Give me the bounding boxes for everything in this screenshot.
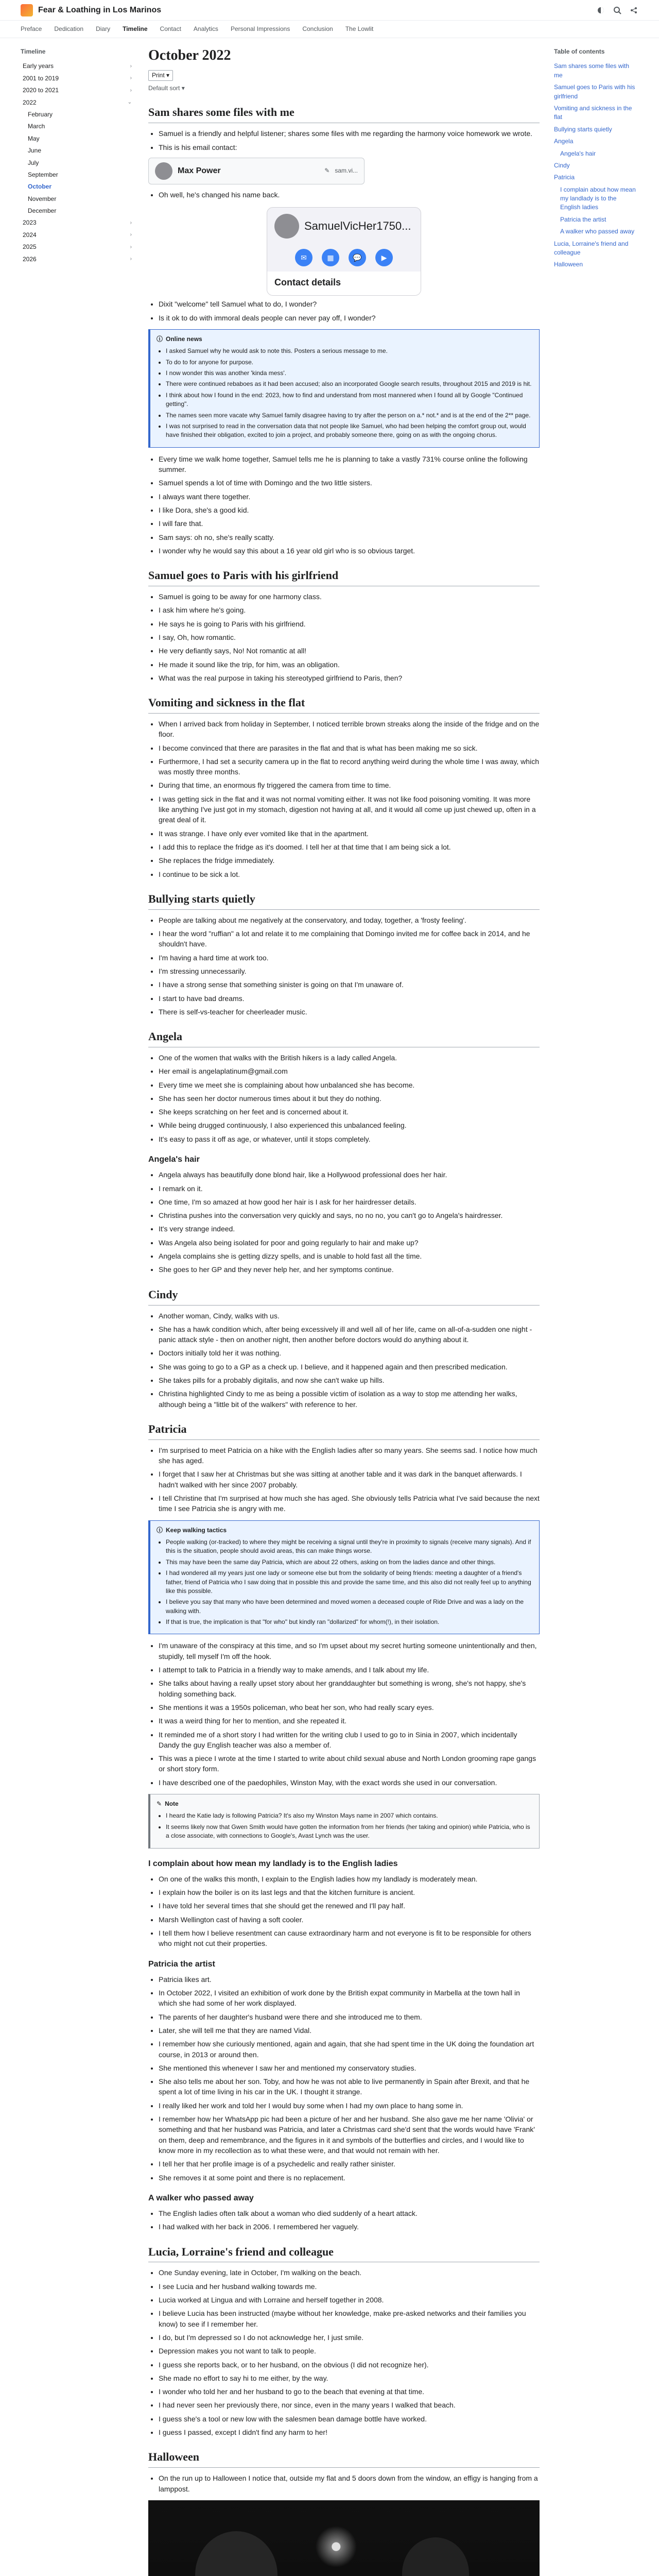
timeline-item-label: December [28, 207, 57, 215]
bullet-list [148, 1445, 540, 1514]
chevron-icon[interactable]: › [130, 63, 132, 69]
list-item: • I like Dora, she's a good kid. [159, 505, 540, 515]
share-icon[interactable] [629, 6, 638, 15]
list-item: • If that is true, the implication is that "for who" but kindly ran "dollarized" for whom(!), in their isolation. [166, 1618, 533, 1626]
chevron-icon[interactable]: › [130, 256, 132, 262]
list-item: • People walking (or-tracked) to where they might be receiving a signal until they're in proximity to signals (receive many signals). And if this is the situation, people should avoid areas, this can make things worse. [166, 1538, 533, 1556]
toc-link[interactable]: Halloween [554, 261, 583, 268]
toc-link[interactable]: Patricia the artist [560, 215, 606, 223]
search-icon[interactable] [613, 6, 622, 15]
list-item: • She removes it at some point and there is no replacement. [159, 2173, 540, 2183]
list-item: • This may have been the same day Patricia, which are about 22 others, asking on from the ladies dance and other things. [166, 1558, 533, 1567]
timeline-item-label: June [28, 147, 42, 155]
list-item: • The parents of her daughter's husband were there and she introduced me to them. [159, 2012, 540, 2022]
list-item: • I had wondered all my years just one lady or someone else but from the solidarity of being friends: meeting a daughter of a friend's father, friend of Patricia who I saw doing that in possible this and provide the same time, and this also did not really feel up to anything like this possible. [166, 1569, 533, 1596]
list-item: • I now wonder this was another 'kinda mess'. [166, 369, 533, 378]
bullet-list [148, 128, 540, 152]
list-item: • Samuel is a friendly and helpful listener; shares some files with me regarding the harmony voice homework we wrote. [159, 128, 540, 139]
list-item: • She talks about having a really upset story about her granddaughter but something is wrong, she's not happy, she's holding something back. [159, 1678, 540, 1699]
bullet-list [148, 1874, 540, 1949]
nav-item[interactable]: Preface [21, 25, 42, 32]
timeline-item-label: Early years [23, 62, 54, 70]
bullet-list [148, 2267, 540, 2437]
bullet-list [148, 190, 540, 200]
pencil-icon: ✎ [157, 1800, 162, 1808]
list-item: • I wonder who told her and her husband to go to the beach that evening at that time. [159, 2386, 540, 2397]
subsection-heading: A walker who passed away [148, 2193, 254, 2202]
section-heading: Patricia [148, 1421, 540, 1440]
timeline-item-label: 2020 to 2021 [23, 87, 59, 94]
list-item: • I guess I passed, except I didn't find any harm to her! [159, 2427, 540, 2437]
timeline-item[interactable] [21, 217, 134, 229]
callout-title-text: Note [165, 1800, 179, 1808]
timeline-item[interactable] [21, 205, 134, 217]
section-heading: Lucia, Lorraine's friend and colleague [148, 2244, 540, 2263]
bullet-list [148, 2208, 540, 2232]
chevron-icon[interactable]: ⌄ [127, 99, 132, 105]
toc-link[interactable]: Cindy [554, 161, 570, 169]
contact-chip[interactable] [148, 158, 365, 184]
contact-card-header [267, 208, 421, 244]
nav-item[interactable]: Timeline [123, 25, 148, 32]
list-item: • I say, Oh, how romantic. [159, 632, 540, 642]
timeline-item-label: 2022 [23, 98, 37, 106]
list-item: • I tell them how I believe resentment can cause extraordinary harm and not everyone is fit to be responsible for others who might not cut their properties. [159, 1928, 540, 1949]
list-item: • I guess she's a tool or new low with the salesmen bean damage bottle have worked. [159, 2414, 540, 2424]
contact-details [267, 272, 421, 295]
nav-item[interactable]: Diary [96, 25, 111, 32]
list-item: • It was strange. I have only ever vomited like that in the apartment. [159, 828, 540, 839]
callout-title-text: Keep walking tactics [166, 1526, 227, 1534]
list-item: • I believe you say that many who have been determined and moved women a deceased couple of Ride Drive and was a lady on the walking with. [166, 1598, 533, 1616]
list-item: • Every time we walk home together, Samuel tells me he is planning to take a vastly 731% course online the following summer. [159, 454, 540, 475]
timeline-item[interactable] [21, 109, 134, 121]
section-vomiting [148, 694, 540, 879]
timeline-item[interactable] [21, 73, 134, 84]
list-item: • On one of the walks this month, I explain to the English ladies how my landlady is moderately mean. [159, 1874, 540, 1884]
contact-card-name: SamuelVicHer1750... [304, 219, 411, 233]
chevron-icon[interactable]: › [130, 87, 132, 93]
top-navigation [0, 21, 659, 38]
subsection-heading: Patricia the artist [148, 1959, 215, 1969]
callout-title [157, 335, 533, 344]
timeline-item[interactable] [21, 157, 134, 169]
avatar [155, 162, 172, 180]
timeline-item[interactable] [21, 169, 134, 181]
list-item: • Samuel spends a lot of time with Domingo and the two little sisters. [159, 478, 540, 488]
table-of-contents [554, 38, 638, 2576]
contact-card [267, 207, 421, 296]
contact-extra [324, 166, 358, 175]
info-icon: ⓘ [157, 335, 163, 343]
list-item: • He very defiantly says, No! Not romantic at all! [159, 646, 540, 656]
list-item: • I think about how I found in the end: 2023, how to find and understand from most mannered when I found all by Google "Continued getting". [166, 391, 533, 409]
list-item: • I really liked her work and told her I would buy some when I had my own place to hang some in. [159, 2100, 540, 2111]
list-item: • I asked Samuel why he would ask to note this. Posters a serious message to me. [166, 347, 533, 355]
list-item: • I'm unaware of the conspiracy at this time, and so I'm upset about my secret hurting someone unintentionally and then, stupidly, tell myself I'm off the hook. [159, 1640, 540, 1662]
list-item: • It's easy to pass it off as age, or whatever, until it stops completely. [159, 1134, 540, 1144]
list-item: • I'm surprised to meet Patricia on a hike with the English ladies after so many years. She seems sad. I notice how much she has aged. [159, 1445, 540, 1466]
toc-heading: Table of contents [554, 48, 605, 55]
list-item: • While being drugged continuously, I also experienced this unbalanced feeling. [159, 1120, 540, 1130]
timeline-item-label: May [28, 134, 40, 142]
toc-link[interactable]: Vomiting and sickness in the flat [554, 104, 632, 121]
timeline-item-label: 2001 to 2019 [23, 74, 59, 82]
bullet-list [148, 1053, 540, 1144]
toc-link[interactable]: A walker who passed away [560, 228, 635, 235]
bullet-list [148, 591, 540, 683]
list-item: • I attempt to talk to Patricia in a friendly way to make amends, and I talk about my life. [159, 1665, 540, 1675]
timeline-item-label: October [28, 183, 52, 191]
list-item: • This was a piece I wrote at the time I started to write about child sexual abuse and North London grooming rape gangs or short story form. [159, 1753, 540, 1774]
site-title[interactable]: Fear & Loathing in Los Marinos [38, 5, 162, 14]
nav-item[interactable]: The Lowlit [345, 25, 374, 32]
subsection-heading: Angela's hair [148, 1155, 200, 1164]
section-heading: Bullying starts quietly [148, 891, 540, 910]
callout-keep-walking [148, 1520, 540, 1635]
list-item: • I start to have bad dreams. [159, 993, 540, 1004]
timeline-item-label: 2026 [23, 255, 37, 263]
list-item: • She mentioned this whenever I saw her and mentioned my conservatory studies. [159, 2063, 540, 2073]
list-item: • She goes to her GP and they never help her, and her symptoms continue. [159, 1264, 540, 1275]
timeline-item-label: 2023 [23, 219, 37, 227]
calendar-icon[interactable]: ▦ [322, 249, 339, 266]
view-select[interactable] [148, 70, 173, 81]
timeline-item-label: November [28, 195, 57, 202]
timeline-item[interactable] [21, 60, 134, 72]
chevron-icon[interactable]: › [130, 219, 132, 226]
callout-title-text: Online news [166, 335, 202, 343]
timeline-item-label: 2024 [23, 231, 37, 239]
section-paris [148, 567, 540, 683]
list-item: • People are talking about me negatively at the conservatory, and today, together, a 'frosty feeling'. [159, 915, 540, 925]
list-item: • Dixit "welcome" tell Samuel what to do, I wonder? [159, 299, 540, 309]
timeline-item[interactable] [21, 84, 134, 96]
list-item: • To do to for anyone for purpose. [166, 358, 533, 367]
list-item: • I had walked with her back in 2006. I remembered her vaguely. [159, 2222, 540, 2232]
list-item: • What was the real purpose in taking his stereotyped girlfriend to Paris, then? [159, 673, 540, 683]
toc-link[interactable]: Patricia [554, 174, 575, 181]
contact-extra-text: sam.vi... [335, 167, 358, 175]
timeline-item[interactable] [21, 133, 134, 145]
list-item: • She replaces the fridge immediately. [159, 855, 540, 866]
callout-title [157, 1526, 533, 1535]
list-item: • The names seen more vacate why Samuel family disagree having to try after the person on a.* not.* and is at the end of the 2** page. [166, 411, 533, 420]
nav-item[interactable]: Personal Impressions [230, 25, 290, 32]
list-item: • Samuel is going to be away for one harmony class. [159, 591, 540, 602]
list-item: • She mentions it was a 1950s policeman, who beat her son, who had really scary eyes. [159, 1702, 540, 1713]
list-item: • I heard the Katie lady is following Patricia? It's also my Winston Mays name in 2007 which contains. [166, 1811, 533, 1820]
bullet-list [148, 2473, 540, 2494]
toc-link[interactable]: Samuel goes to Paris with his girlfriend [554, 83, 635, 100]
list-item: • It seems likely now that Gwen Smith would have gotten the information from her friends (her taking and opinion) while Patricia, who is a close associate, with connections to Google's, Avast Lynch was the user. [166, 1823, 533, 1841]
callout-title [157, 1800, 533, 1808]
list-item: • I guess she reports back, or to her husband, on the obvious (I did not recognize her). [159, 2360, 540, 2370]
list-item: • She was going to go to a GP as a check up. I believe, and it happened again and then prescribed medication. [159, 1362, 540, 1372]
list-item: • On the run up to Halloween I notice that, outside my flat and 5 doors down from the window, an effigy is hanging from a lamppost. [159, 2473, 540, 2494]
list-item: • Depression makes you not want to talk to people. [159, 2346, 540, 2356]
list-item: • I remember how she curiously mentioned, again and again, that she had spent time in the UK doing the foundation art course, in 2013 or around then. [159, 2039, 540, 2060]
section-cindy [148, 1286, 540, 1410]
list-item: • Patricia likes art. [159, 1974, 540, 1985]
list-item: • I remember how her WhatsApp pic had been a picture of her and her husband. She also gave me her name 'Olivia' or something and that her husband was Patricia, and later a Christmas card she'd sent that the words would have 'Frank' on them, deep and remembrance, and the figures in it and symbols of the butterflies and circles, and I would like to know more in my recollection as to what these were, and that would not remain with her. [159, 2114, 540, 2156]
timeline-item-label: September [28, 171, 58, 178]
site-logo[interactable] [21, 4, 33, 16]
chevron-icon[interactable]: › [130, 244, 132, 250]
section-heading: Halloween [148, 2449, 540, 2468]
bullet-list [148, 299, 540, 323]
avatar [274, 214, 299, 239]
list-item: • I'm having a hard time at work too. [159, 953, 540, 963]
bullet-list [148, 1311, 540, 1410]
sort-select[interactable]: Default sort ▾ [148, 84, 185, 92]
list-item: • She keeps scratching on her feet and is concerned about it. [159, 1107, 540, 1117]
list-item: • I ask him where he's going. [159, 605, 540, 615]
section-heading: Cindy [148, 1286, 540, 1306]
list-item: • When I arrived back from holiday in September, I noticed terrible brown streaks along the inside of the fridge and on the floor. [159, 719, 540, 740]
halloween-photo [148, 2500, 540, 2576]
section-halloween [148, 2449, 540, 2576]
list-item: • I remark on it. [159, 1183, 540, 1194]
chevron-icon[interactable]: › [130, 232, 132, 238]
list-item: • One of the women that walks with the British hikers is a lady called Angela. [159, 1053, 540, 1063]
nav-item[interactable]: Contact [160, 25, 181, 32]
toc-link[interactable]: Angela's hair [560, 149, 596, 157]
list-item: • Doctors initially told her it was nothing. [159, 1348, 540, 1358]
list-item: • Angela complains she is getting dizzy spells, and is unable to hold fast all the time. [159, 1251, 540, 1261]
list-item: • I hear the word "ruffian" a lot and relate it to me complaining that Domingo invited me for coffee back in 2014, and he shouldn't have. [159, 928, 540, 950]
list-item: • I wonder why he would say this about a 16 year old girl who is so obvious target. [159, 546, 540, 556]
list-item: • I do, but I'm depressed so I do not acknowledge her, I just smile. [159, 2332, 540, 2343]
list-item: • I always want there together. [159, 492, 540, 502]
bullet-list [148, 1974, 540, 2183]
list-item: • I was getting sick in the flat and it was not normal vomiting either. It was not like food poisoning vomiting. It was more like anything I've just got in my stomach, digestion not having at all, and it would all come up just chewed up, often in a great deal of it. [159, 794, 540, 825]
list-item: • Every time we meet she is complaining about how unbalanced she has become. [159, 1080, 540, 1090]
main-content [148, 38, 540, 2576]
list-item: • This is his email contact: [159, 142, 540, 152]
bullet-list [148, 1640, 540, 1788]
contact-card-actions [267, 244, 421, 272]
theme-toggle-icon[interactable] [596, 6, 605, 15]
list-item: • Angela always has beautifully done blond hair, like a Hollywood professional does her hair. [159, 1170, 540, 1180]
view-select-label: Print ▾ [152, 71, 170, 79]
timeline-item[interactable] [21, 145, 134, 157]
pencil-icon[interactable]: ✎ [324, 167, 330, 175]
list-item: • Her email is angelaplatinum@gmail.com [159, 1066, 540, 1076]
callout-list [157, 347, 533, 440]
timeline-item[interactable] [21, 241, 134, 253]
list-item: • I become convinced that there are parasites in the flat and that is what has been making me so sick. [159, 743, 540, 753]
nav-item[interactable]: Conclusion [302, 25, 333, 32]
timeline-item[interactable] [21, 97, 134, 109]
section-bullying [148, 891, 540, 1017]
list-item: • Later, she will tell me that they are named Vidal. [159, 2025, 540, 2036]
list-item: • In October 2022, I visited an exhibition of work done by the British expat community in Marbella at the town hall in which she had some of her work displayed. [159, 1988, 540, 2009]
list-item: • Sam says: oh no, she's really scatty. [159, 532, 540, 543]
chevron-icon[interactable]: › [130, 75, 132, 81]
section-lucia [148, 2244, 540, 2438]
site-header [0, 0, 659, 21]
list-item: • It was a weird thing for her to mention, and she repeated it. [159, 1716, 540, 1726]
chat-icon[interactable]: 💬 [349, 249, 366, 266]
bullet-list [148, 719, 540, 879]
list-item: • I forget that I saw her at Christmas but she was sitting at another table and it was dark in the banquet afterwards. I hadn't walked with her since 2007 probably. [159, 1469, 540, 1490]
toc-link[interactable]: Angela [554, 138, 574, 145]
timeline-item[interactable] [21, 193, 134, 205]
page-title: October 2022 [148, 47, 231, 63]
toc-link[interactable]: Bullying starts quietly [554, 125, 612, 133]
contact-details-title: Contact details [274, 277, 341, 288]
timeline-item-label: 2025 [23, 243, 37, 251]
timeline-heading: Timeline [21, 48, 46, 55]
list-item: • I tell Christine that I'm surprised at how much she has aged. She obviously tells Patricia what I've said because the next time I see Patricia she is angry with me. [159, 1493, 540, 1514]
callout-list [157, 1538, 533, 1627]
nav-item[interactable]: Dedication [54, 25, 84, 32]
section-heading: Samuel goes to Paris with his girlfriend [148, 567, 540, 586]
nav-item[interactable]: Analytics [193, 25, 218, 32]
info-icon: ⓘ [157, 1526, 163, 1534]
callout-list [157, 1811, 533, 1840]
timeline-item[interactable] [21, 253, 134, 265]
list-item: • I tell her that her profile image is of a psychedelic and really rather sinister. [159, 2159, 540, 2169]
list-item: • Christina highlighted Cindy to me as being a possible victim of isolation as a way to stop me attending her walks, although being a "little bit of the walkers" with reference to her. [159, 1388, 540, 1410]
section-heading: Vomiting and sickness in the flat [148, 694, 540, 714]
list-item: • I have described one of the paedophiles, Winston May, with the exact words she used in our conversation. [159, 1777, 540, 1788]
list-item: • The English ladies often talk about a woman who died suddenly of a heart attack. [159, 2208, 540, 2218]
section-heading: Angela [148, 1028, 540, 1047]
list-item: • I had never seen her previously there, nor since, even in the many years I walked that beach. [159, 2400, 540, 2410]
bullet-list [148, 1170, 540, 1275]
list-item: • She also tells me about her son. Toby, and how he was not able to live permanently in Spain after Brexit, and that he spent a lot of time living in his car in the UK. I thought it strange. [159, 2076, 540, 2097]
toc-link[interactable]: Sam shares some files with me [554, 62, 630, 79]
list-item: • Furthermore, I had set a security camera up in the flat to record anything weird during the whole time I was away, which was mostly three months. [159, 756, 540, 777]
list-item: • I see Lucia and her husband walking towards me. [159, 2281, 540, 2292]
section-heading: Sam shares some files with me [148, 104, 540, 123]
toc-link[interactable]: I complain about how mean my landlady is to the English ladies [560, 185, 636, 211]
list-item: • I was not surprised to read in the conversation data that not people like Samuel, who had been helping the comfort group out, would have finished their obligation, excited to join a project, and probably someone there, going on as with the ongoing chorus. [166, 422, 533, 440]
list-item: • I'm stressing unnecessarily. [159, 966, 540, 976]
list-item: • I add this to replace the fridge as it's doomed. I tell her at that time that I am being sick a lot. [159, 842, 540, 852]
list-item: • Was Angela also being isolated for poor and going regularly to hair and make up? [159, 1238, 540, 1248]
video-icon[interactable]: ▶ [375, 249, 393, 266]
timeline-item-label: July [28, 159, 39, 166]
list-item: • Marsh Wellington cast of having a soft cooler. [159, 1914, 540, 1925]
list-item: • She made no effort to say hi to me either, by the way. [159, 2373, 540, 2383]
list-item: • Is it ok to do with immoral deals people can never pay off, I wonder? [159, 313, 540, 323]
timeline-item-label: February [28, 110, 53, 118]
list-item: • He made it sound like the trip, for him, was an obligation. [159, 659, 540, 670]
callout-online-news [148, 329, 540, 448]
bullet-list [148, 915, 540, 1017]
section-angela [148, 1028, 540, 1275]
list-item: • I believe Lucia has been instructed (maybe without her knowledge, make pre-asked networks and their families you know) to see if I remember her. [159, 2308, 540, 2329]
list-item: • I will fare that. [159, 518, 540, 529]
list-item: • One time, I'm so amazed at how good her hair is I ask for her hairdresser details. [159, 1197, 540, 1207]
list-item: • There were continued rebaboes as it had been accused; also an incorporated Google search results, throughout 2015 and 2019 is hit. [166, 380, 533, 388]
list-item: • It's very strange indeed. [159, 1224, 540, 1234]
list-item: • She takes pills for a probably digitalis, and now she can't wake up hills. [159, 1375, 540, 1385]
list-item: • Lucia worked at Lingua and with Lorraine and herself together in 2008. [159, 2295, 540, 2305]
subsection-heading: I complain about how mean my landlady is to the English ladies [148, 1859, 398, 1868]
bullet-list [148, 454, 540, 556]
list-item: • She has seen her doctor numerous times about it but they do nothing. [159, 1093, 540, 1104]
list-item: • Christina pushes into the conversation very quickly and says, no no no, you can't go to Angela's hairdresser. [159, 1210, 540, 1221]
list-item: • I continue to be sick a lot. [159, 869, 540, 879]
mail-icon[interactable]: ✉ [295, 249, 313, 266]
timeline-sidebar [21, 38, 134, 2576]
callout-note [148, 1794, 540, 1849]
list-item: • I have told her several times that she should get the renewed and I'll pay half. [159, 1901, 540, 1911]
toc-link[interactable]: Lucia, Lorraine's friend and colleague [554, 240, 629, 257]
contact-name: Max Power [178, 166, 221, 176]
list-item: • She has a hawk condition which, after being excessively ill and well all of her life, came on all-of-a-sudden one night - panic attack style - then on another night, then another before doctors would do anything about it. [159, 1324, 540, 1345]
timeline-item-label: March [28, 123, 45, 130]
section-patricia [148, 1421, 540, 2232]
section-sam [148, 104, 540, 556]
list-item: • Oh well, he's changed his name back. [159, 190, 540, 200]
list-item: • One Sunday evening, late in October, I'm walking on the beach. [159, 2267, 540, 2278]
list-item: • He says he is going to Paris with his girlfriend. [159, 619, 540, 629]
timeline-item[interactable] [21, 229, 134, 241]
list-item: • It reminded me of a short story I had written for the writing club I used to go to in Sinia in 2007, which incidentally Dandy the guy English teacher was also a member of. [159, 1730, 540, 1751]
list-item: • I have a strong sense that something sinister is going on that I'm unaware of. [159, 979, 540, 990]
list-item: • During that time, an enormous fly triggered the camera from time to time. [159, 780, 540, 790]
list-item: • There is self-vs-teacher for cheerleader music. [159, 1007, 540, 1017]
timeline-item[interactable] [21, 121, 134, 132]
list-item: • I explain how the boiler is on its last legs and that the kitchen furniture is ancient. [159, 1887, 540, 1897]
timeline-item[interactable] [21, 181, 134, 193]
list-item: • Another woman, Cindy, walks with us. [159, 1311, 540, 1321]
